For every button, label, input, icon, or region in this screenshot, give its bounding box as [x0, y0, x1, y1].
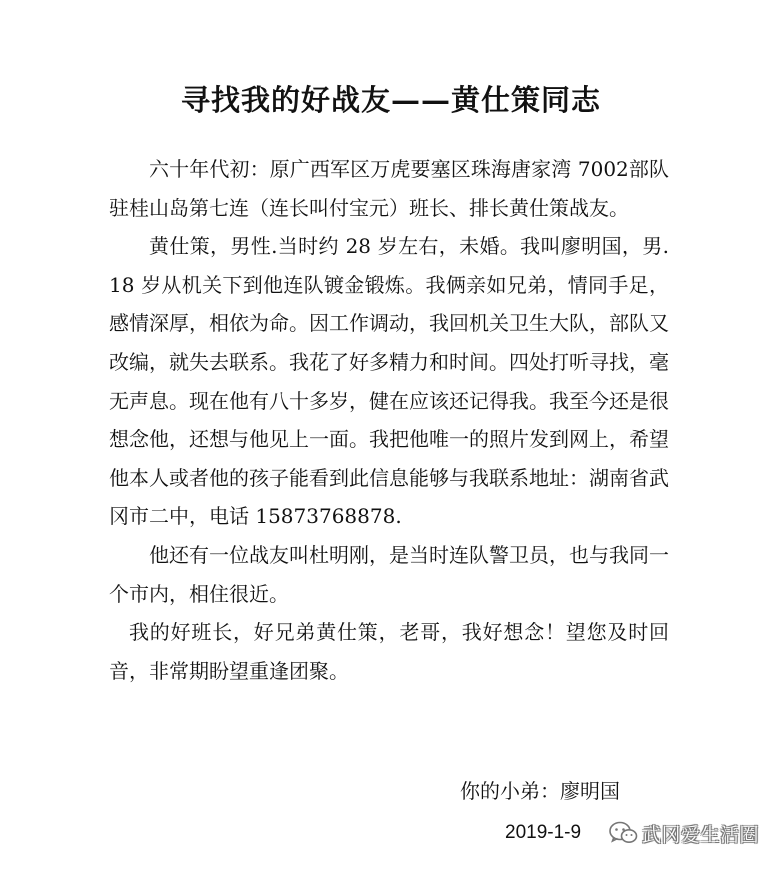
paragraph-unit-info: 六十年代初：原广西军区万虎要塞区珠海唐家湾 7002部队驻桂山岛第七连（连长叫付宝元）班长、排长黄仕策战友。: [109, 157, 669, 220]
paragraph-story: 黄仕策，男性.当时约 28 岁左右，未婚。我叫廖明国，男.18 岁从机关下到他连队镀金锻炼。我俩亲如兄弟，情同手足，感情深厚，相依为命。因工作调动，我回机关卫生大队，部队又改编，就失去联系。我花了好多精力和时间。四处打听寻找，毫无声息。现在他有八十多岁，健在应该还记得我。我至今还是很想念他，还想与他见上一面。我把他唯一的照片发到网上，希望他本人或者他的孩子能看到此信息能够与我联系地址：湖南省武冈市二中，电话 15873768878.: [109, 234, 669, 529]
paragraph-comrade: 他还有一位战友叫杜明刚，是当时连队警卫员，也与我同一个市内，相住很近。: [109, 542, 669, 606]
letter-date: 2019-1-9: [505, 822, 582, 843]
watermark-text: 武冈爱生活圈: [642, 823, 760, 846]
document-title: 寻找我的好战友——黄仕策同志: [180, 83, 601, 117]
document-body: [109, 150, 669, 690]
paragraph-closing: 我的好班长，好兄弟黄仕策，老哥，我好想念！望您及时回音，非常期盼望重逢团聚。: [109, 620, 669, 683]
signature: 你的小弟：廖明国: [460, 779, 620, 803]
wechat-icon: [608, 820, 638, 846]
watermark: [608, 818, 759, 848]
